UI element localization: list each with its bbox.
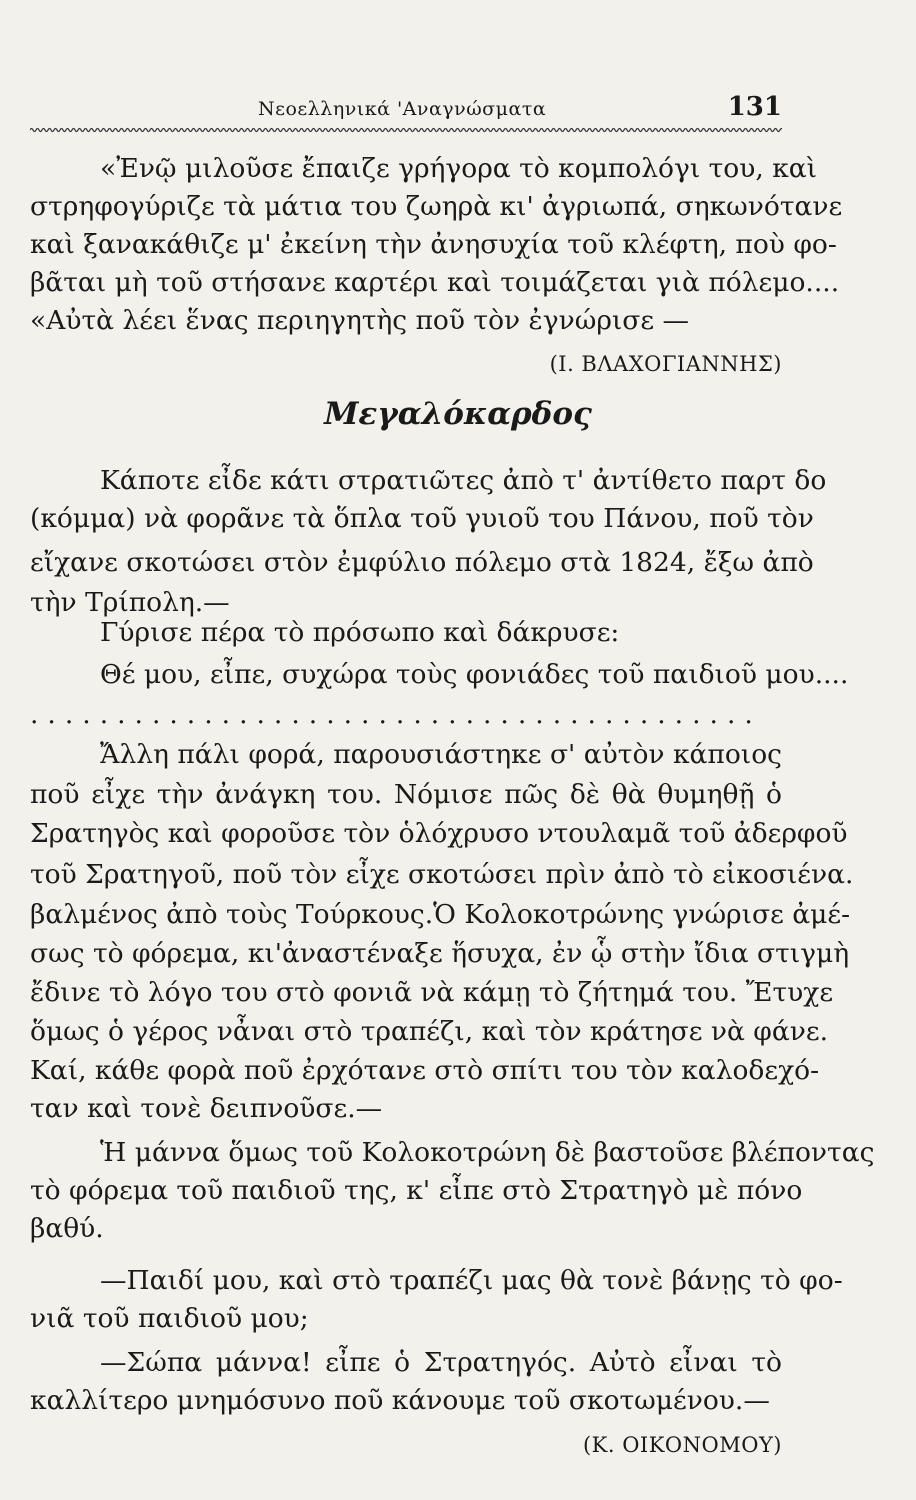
- excerpt1-signature: (Ι. ΒΛΑΧΟΓΙΑΝΝΗΣ): [549, 352, 782, 376]
- running-title: Νεοελληνικά 'Αναγνώσματα: [258, 98, 547, 120]
- section-line-6: Θέ μου, εἶπε, συχώρα τοὺς φονιάδες τοῦ παιδιοῦ μου....: [100, 659, 849, 690]
- section-line-19: τὸ φόρεμα τοῦ παιδιοῦ της, κ' εἶπε στὸ Στρατηγὸ μὲ πόνο: [30, 1175, 803, 1206]
- section-line-13: σως τὸ φόρεμα, κι'ἀναστέναξε ἥσυχα, ἐν ᾧ στὴν ἴδια στιγμὴ: [30, 938, 850, 969]
- excerpt1-line-1: «Ἐνῷ μιλοῦσε ἔπαιζε γρήγορα τὸ κομπολόγι του, καὶ: [100, 153, 818, 184]
- section-line-5: Γύρισε πέρα τὸ πρόσωπο καὶ δάκρυσε:: [100, 617, 620, 648]
- excerpt1-line-2: στρηφογύριζε τὰ μάτια του ζωηρὰ κι' ἀγριωπά, σηκωνότανε: [30, 191, 843, 222]
- section-line-9: ποῦ εἶχε τὴν ἀνάγκη του. Νόμισε πῶς δὲ θὰ θυμηθῇ ὁ: [30, 779, 782, 810]
- section-line-24: καλλίτερο μνημόσυνο ποῦ κάνουμε τοῦ σκοτωμένου.—: [30, 1385, 770, 1416]
- excerpt1-line-4: βᾶται μὴ τοῦ στήσανε καρτέρι καὶ τοιμάζεται γιὰ πόλεμο....: [30, 267, 840, 298]
- section-line-18: Ἡ μάννα ὅμως τοῦ Κολοκοτρώνη δὲ βαστοῦσε βλέποντας: [100, 1137, 875, 1168]
- page-header: [30, 92, 782, 126]
- section-dotted-separator: ..........................................: [30, 699, 762, 730]
- section-line-17: ταν καὶ τονὲ δειπνοῦσε.—: [30, 1093, 383, 1124]
- section-line-21: —Παιδί μου, καὶ στὸ τραπέζι μας θὰ τονὲ βάνῃς τὸ φο-: [100, 1265, 843, 1296]
- section-line-10: Σρατηγὸς καὶ φοροῦσε τὸν ὁλόχρυσο ντουλαμᾶ τοῦ ἀδερφοῦ: [30, 818, 848, 849]
- header-wavy-rule: [30, 126, 782, 134]
- section-signature: (Κ. ΟΙΚΟΝΟΜΟΥ): [582, 1433, 782, 1457]
- section-line-14: ἔδινε τὸ λόγο του στὸ φονιᾶ νὰ κάμῃ τὸ ζήτημά του. Ἔτυχε: [30, 977, 834, 1008]
- section-line-1: Κάποτε εἶδε κάτι στρατιῶτες ἀπὸ τ' ἀντίθετο παρτ δο: [100, 465, 827, 496]
- excerpt1-line-3: καὶ ξανακάθιζε μ' ἐκείνη τὴν ἀνησυχία τοῦ κλέφτη, ποὺ φο-: [30, 229, 837, 260]
- section-title: Μεγαλόκαρδος: [324, 396, 592, 432]
- section-line-22: νιᾶ τοῦ παιδιοῦ μου;: [30, 1303, 309, 1334]
- section-line-20: βαθύ.: [30, 1213, 104, 1244]
- section-line-15: ὅμως ὁ γέρος νἆναι στὸ τραπέζι, καὶ τὸν κράτησε νὰ φάνε.: [30, 1016, 829, 1047]
- section-line-8: Ἄλλη πάλι φορά, παρουσιάστηκε σ' αὐτὸν κάποιος: [100, 739, 782, 770]
- section-line-23: —Σώπα μάννα! εἶπε ὁ Στρατηγός. Αὐτὸ εἶναι τὸ: [100, 1347, 782, 1378]
- page-number: 131: [727, 92, 782, 122]
- section-line-16: Καί, κάθε φορὰ ποῦ ἐρχότανε στὸ σπίτι του τὸν καλοδεχό-: [30, 1055, 820, 1086]
- section-line-4: τὴν Τρίπολη.—: [30, 587, 230, 618]
- section-line-3: εἴχανε σκοτώσει στὸν ἐμφύλιο πόλεμο στὰ 1824, ἔξω ἀπὸ: [30, 547, 814, 578]
- section-line-11: τοῦ Σρατηγοῦ, ποῦ τὸν εἶχε σκοτώσει πρὶν ἀπὸ τὸ εἰκοσιένα.: [30, 859, 854, 890]
- excerpt1-line-5: «Αὐτὰ λέει ἕνας περιηγητὴς ποῦ τὸν ἐγνώρισε —: [30, 305, 690, 336]
- section-line-2: (κόμμα) νὰ φορᾶνε τὰ ὅπλα τοῦ γυιοῦ του Πάνου, ποῦ τὸν: [30, 503, 814, 534]
- section-line-12: βαλμένος ἀπὸ τοὺς Τούρκους.Ὁ Κολοκοτρώνης γνώρισε ἀμέ-: [30, 899, 851, 930]
